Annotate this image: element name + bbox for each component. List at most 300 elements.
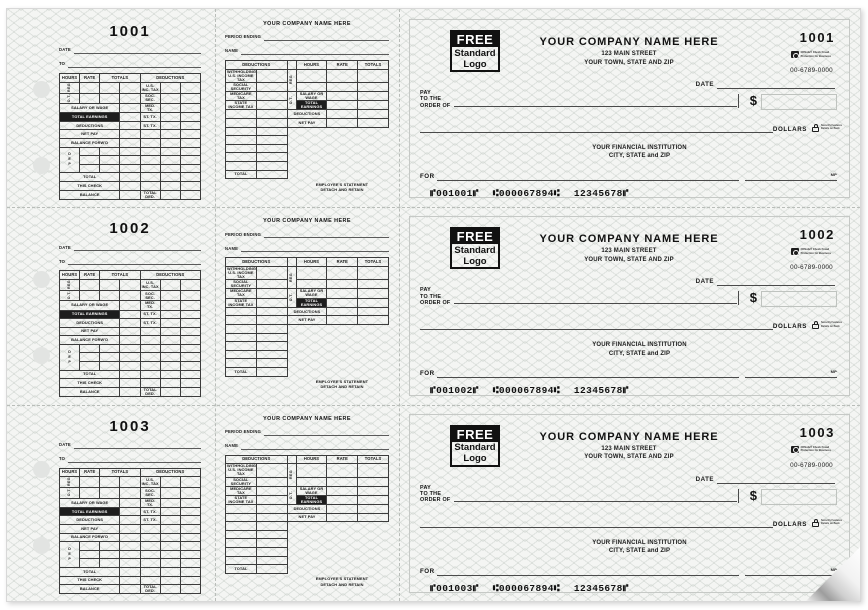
table-cell[interactable] xyxy=(256,530,287,539)
table-cell[interactable] xyxy=(160,291,180,301)
table-cell[interactable] xyxy=(358,289,389,298)
table-cell[interactable] xyxy=(180,387,200,396)
table-cell[interactable] xyxy=(140,156,160,165)
table-cell[interactable] xyxy=(160,567,180,576)
table-cell[interactable] xyxy=(358,464,389,477)
table-cell[interactable] xyxy=(160,164,180,173)
table-cell[interactable] xyxy=(120,279,140,290)
table-cell[interactable] xyxy=(100,344,120,353)
field-rule[interactable] xyxy=(264,231,389,238)
table-cell[interactable] xyxy=(358,486,389,495)
table-cell[interactable] xyxy=(327,266,358,279)
table-cell[interactable] xyxy=(226,505,257,514)
table-cell[interactable] xyxy=(327,477,358,486)
table-cell[interactable] xyxy=(226,513,257,522)
table-cell[interactable] xyxy=(160,103,180,112)
table-cell[interactable] xyxy=(256,522,287,531)
table-cell[interactable] xyxy=(256,513,287,522)
table-cell[interactable] xyxy=(100,291,120,301)
table-cell[interactable] xyxy=(256,486,287,495)
table-cell[interactable] xyxy=(180,379,200,388)
table-cell[interactable] xyxy=(160,113,180,122)
table-cell[interactable] xyxy=(180,279,200,290)
table-cell[interactable] xyxy=(327,513,358,522)
table-cell[interactable] xyxy=(256,477,287,486)
table-cell[interactable] xyxy=(80,93,100,103)
field-rule[interactable] xyxy=(74,47,201,54)
table-cell[interactable] xyxy=(160,336,180,345)
table-cell[interactable] xyxy=(256,162,287,171)
table-cell[interactable] xyxy=(327,101,358,110)
table-cell[interactable] xyxy=(256,505,287,514)
table-cell[interactable] xyxy=(160,550,180,559)
table-cell[interactable] xyxy=(120,138,140,147)
table-cell[interactable] xyxy=(100,164,120,173)
table-cell[interactable] xyxy=(120,93,140,103)
table-cell[interactable] xyxy=(160,387,180,396)
table-cell[interactable] xyxy=(120,113,140,122)
table-cell[interactable] xyxy=(358,477,389,486)
table-cell[interactable] xyxy=(100,550,120,559)
table-cell[interactable] xyxy=(120,327,140,336)
table-cell[interactable] xyxy=(226,110,257,119)
field-rule[interactable] xyxy=(68,258,201,265)
table-cell[interactable] xyxy=(120,336,140,345)
dollars-rule[interactable] xyxy=(420,329,773,330)
table-cell[interactable] xyxy=(140,550,160,559)
table-cell[interactable] xyxy=(120,567,140,576)
dollars-rule[interactable] xyxy=(420,132,773,133)
table-cell[interactable] xyxy=(120,164,140,173)
table-cell[interactable] xyxy=(358,298,389,307)
table-cell[interactable] xyxy=(256,324,287,333)
table-cell[interactable] xyxy=(120,291,140,301)
table-cell[interactable] xyxy=(256,495,287,504)
table-cell[interactable] xyxy=(226,350,257,359)
table-cell[interactable] xyxy=(180,164,200,173)
table-cell[interactable] xyxy=(180,585,200,594)
table-cell[interactable] xyxy=(160,585,180,594)
payee-rule[interactable] xyxy=(454,106,737,107)
table-cell[interactable] xyxy=(160,181,180,190)
table-cell[interactable] xyxy=(160,173,180,182)
table-cell[interactable] xyxy=(160,542,180,551)
table-cell[interactable] xyxy=(140,138,160,147)
table-cell[interactable] xyxy=(140,559,160,568)
table-cell[interactable] xyxy=(226,556,257,565)
table-cell[interactable] xyxy=(226,324,257,333)
amount-box[interactable] xyxy=(761,291,837,307)
table-cell[interactable] xyxy=(256,101,287,110)
table-cell[interactable] xyxy=(120,542,140,551)
table-cell[interactable] xyxy=(256,69,287,82)
table-cell[interactable] xyxy=(226,153,257,162)
field-rule[interactable] xyxy=(264,34,389,41)
table-cell[interactable] xyxy=(256,298,287,307)
table-cell[interactable] xyxy=(120,379,140,388)
table-cell[interactable] xyxy=(100,279,120,290)
table-cell[interactable] xyxy=(80,362,100,371)
table-cell[interactable] xyxy=(327,505,358,514)
table-cell[interactable] xyxy=(120,477,140,488)
field-rule[interactable] xyxy=(264,429,389,436)
table-cell[interactable] xyxy=(80,164,100,173)
table-cell[interactable] xyxy=(256,266,287,279)
table-cell[interactable] xyxy=(327,289,358,298)
table-cell[interactable] xyxy=(180,362,200,371)
date-rule[interactable] xyxy=(717,475,835,484)
table-cell[interactable] xyxy=(120,147,140,156)
table-cell[interactable] xyxy=(100,362,120,371)
table-cell[interactable] xyxy=(180,147,200,156)
table-cell[interactable] xyxy=(256,144,287,153)
table-cell[interactable] xyxy=(358,110,389,119)
table-cell[interactable] xyxy=(256,359,287,368)
shield-icon xyxy=(791,248,799,255)
memo-rule[interactable] xyxy=(437,377,739,378)
table-cell[interactable] xyxy=(140,336,160,345)
table-cell[interactable] xyxy=(296,477,327,486)
table-cell[interactable] xyxy=(160,130,180,139)
table-cell[interactable] xyxy=(256,92,287,101)
table-cell[interactable] xyxy=(160,344,180,353)
perforation-horizontal xyxy=(7,405,860,406)
table-cell[interactable] xyxy=(327,316,358,325)
table-cell[interactable] xyxy=(100,353,120,362)
table-cell[interactable] xyxy=(256,548,287,557)
table-cell[interactable] xyxy=(160,533,180,542)
table-cell[interactable] xyxy=(256,350,287,359)
field-rule[interactable] xyxy=(74,244,201,251)
table-cell[interactable] xyxy=(296,464,327,477)
table-cell[interactable] xyxy=(120,585,140,594)
table-cell[interactable] xyxy=(140,370,160,379)
for-label: FOR xyxy=(420,173,435,180)
table-cell[interactable] xyxy=(80,82,100,93)
table-cell[interactable] xyxy=(120,559,140,568)
table-cell[interactable] xyxy=(160,327,180,336)
table-cell[interactable] xyxy=(327,464,358,477)
table-cell[interactable] xyxy=(160,525,180,534)
table-cell[interactable] xyxy=(140,542,160,551)
table-cell[interactable] xyxy=(120,82,140,93)
table-cell[interactable] xyxy=(256,333,287,342)
table-cell[interactable] xyxy=(160,477,180,488)
table-cell[interactable] xyxy=(80,477,100,488)
table-cell[interactable] xyxy=(180,181,200,190)
date-rule[interactable] xyxy=(717,277,835,286)
table-cell[interactable] xyxy=(120,310,140,319)
table-cell[interactable] xyxy=(327,486,358,495)
table-cell[interactable] xyxy=(256,136,287,145)
table-cell[interactable] xyxy=(120,130,140,139)
table-cell[interactable] xyxy=(120,516,140,525)
table-cell[interactable] xyxy=(327,495,358,504)
table-cell[interactable] xyxy=(226,144,257,153)
field-rule[interactable] xyxy=(74,442,201,449)
table-cell[interactable] xyxy=(256,119,287,128)
table-cell[interactable] xyxy=(160,319,180,328)
table-cell[interactable] xyxy=(140,533,160,542)
table-cell[interactable] xyxy=(100,488,120,498)
table-cell[interactable] xyxy=(180,516,200,525)
table-cell[interactable] xyxy=(256,280,287,289)
table-cell[interactable] xyxy=(120,550,140,559)
perforation-horizontal xyxy=(7,207,860,208)
table-cell[interactable] xyxy=(226,307,257,316)
table-cell[interactable] xyxy=(120,370,140,379)
signature-rule[interactable] xyxy=(745,575,837,576)
table-cell[interactable] xyxy=(160,93,180,103)
table-cell[interactable] xyxy=(180,190,200,199)
table-cell[interactable] xyxy=(160,559,180,568)
table-cell[interactable] xyxy=(160,488,180,498)
table-cell[interactable] xyxy=(160,310,180,319)
table-cell[interactable] xyxy=(160,379,180,388)
table-cell[interactable] xyxy=(358,101,389,110)
table-cell[interactable] xyxy=(296,266,327,279)
table-cell[interactable] xyxy=(120,488,140,498)
payee-rule[interactable] xyxy=(454,501,737,502)
table-cell[interactable] xyxy=(80,542,100,551)
table-cell[interactable] xyxy=(226,359,257,368)
table-cell[interactable] xyxy=(180,93,200,103)
table-cell[interactable] xyxy=(120,576,140,585)
table-cell[interactable] xyxy=(180,550,200,559)
dollars-rule[interactable] xyxy=(420,527,773,528)
table-cell[interactable] xyxy=(327,119,358,128)
table-cell[interactable] xyxy=(256,82,287,91)
table-cell[interactable] xyxy=(180,319,200,328)
table-header: RATE xyxy=(80,468,100,477)
table-cell[interactable] xyxy=(256,110,287,119)
table-cell[interactable] xyxy=(327,92,358,101)
table-cell[interactable] xyxy=(120,525,140,534)
table-cell[interactable] xyxy=(358,316,389,325)
table-cell[interactable] xyxy=(100,147,120,156)
table-cell[interactable] xyxy=(180,525,200,534)
table-cell[interactable] xyxy=(120,387,140,396)
table-cell[interactable] xyxy=(160,301,180,310)
table-cell[interactable] xyxy=(256,556,287,565)
table-cell[interactable] xyxy=(100,477,120,488)
table-cell[interactable] xyxy=(160,498,180,507)
table-cell[interactable] xyxy=(180,567,200,576)
table-cell[interactable] xyxy=(256,464,287,477)
table-cell[interactable] xyxy=(226,539,257,548)
table-cell[interactable] xyxy=(256,342,287,351)
table-cell[interactable] xyxy=(226,333,257,342)
table-cell[interactable] xyxy=(358,69,389,82)
table-cell[interactable] xyxy=(358,266,389,279)
table-cell[interactable] xyxy=(120,301,140,310)
table-cell[interactable] xyxy=(226,127,257,136)
table-cell[interactable] xyxy=(180,156,200,165)
table-cell[interactable] xyxy=(140,173,160,182)
table-cell[interactable] xyxy=(296,69,327,82)
field-rule[interactable] xyxy=(68,456,201,463)
table-cell[interactable] xyxy=(327,69,358,82)
table-cell[interactable] xyxy=(80,550,100,559)
table-cell[interactable] xyxy=(80,488,100,498)
table-cell[interactable] xyxy=(180,291,200,301)
table-cell[interactable] xyxy=(80,147,100,156)
table-cell[interactable] xyxy=(256,316,287,325)
memo-rule[interactable] xyxy=(437,180,739,181)
table-cell[interactable] xyxy=(180,103,200,112)
table-cell[interactable] xyxy=(140,353,160,362)
table-cell[interactable] xyxy=(180,498,200,507)
table-cell[interactable] xyxy=(226,162,257,171)
table-cell[interactable] xyxy=(256,367,287,376)
table-cell[interactable] xyxy=(180,82,200,93)
table-cell[interactable] xyxy=(180,138,200,147)
table-cell[interactable] xyxy=(160,147,180,156)
memo-rule[interactable] xyxy=(437,575,739,576)
table-cell[interactable] xyxy=(180,533,200,542)
table-cell[interactable] xyxy=(120,173,140,182)
table-cell[interactable] xyxy=(80,156,100,165)
table-cell[interactable] xyxy=(180,310,200,319)
table-cell[interactable] xyxy=(120,362,140,371)
table-cell[interactable] xyxy=(100,93,120,103)
table-cell[interactable] xyxy=(140,181,160,190)
table-cell[interactable] xyxy=(180,542,200,551)
table-cell[interactable] xyxy=(358,92,389,101)
table-cell[interactable] xyxy=(120,319,140,328)
table-cell[interactable] xyxy=(256,307,287,316)
table-cell[interactable] xyxy=(358,82,389,91)
table-cell[interactable] xyxy=(100,82,120,93)
table-cell[interactable] xyxy=(140,147,160,156)
table-cell[interactable] xyxy=(80,353,100,362)
table-cell[interactable] xyxy=(80,344,100,353)
table-cell[interactable] xyxy=(226,522,257,531)
table-cell[interactable] xyxy=(120,507,140,516)
table-cell[interactable] xyxy=(120,121,140,130)
table-cell[interactable] xyxy=(100,559,120,568)
table-cell[interactable] xyxy=(140,362,160,371)
table-cell[interactable] xyxy=(180,507,200,516)
table-cell[interactable] xyxy=(180,121,200,130)
field-rule[interactable] xyxy=(241,245,389,252)
table-cell[interactable] xyxy=(358,513,389,522)
table-cell[interactable] xyxy=(160,353,180,362)
table-cell[interactable] xyxy=(120,156,140,165)
field-rule[interactable] xyxy=(241,443,389,450)
table-cell[interactable] xyxy=(327,280,358,289)
amount-box[interactable] xyxy=(761,489,837,505)
table-cell[interactable] xyxy=(256,289,287,298)
table-cell[interactable] xyxy=(160,516,180,525)
table-cell[interactable] xyxy=(80,279,100,290)
table-cell[interactable] xyxy=(358,505,389,514)
table-cell[interactable] xyxy=(180,488,200,498)
table-cell[interactable] xyxy=(358,495,389,504)
table-cell[interactable] xyxy=(180,327,200,336)
table-cell[interactable] xyxy=(160,279,180,290)
address-line-2: YOUR TOWN, STATE AND ZIP xyxy=(584,454,674,461)
table-cell[interactable] xyxy=(180,173,200,182)
table-cell[interactable] xyxy=(180,477,200,488)
table-cell[interactable] xyxy=(226,136,257,145)
table-cell[interactable] xyxy=(120,533,140,542)
table-cell[interactable] xyxy=(226,530,257,539)
signature-rule[interactable] xyxy=(745,377,837,378)
table-cell[interactable] xyxy=(120,181,140,190)
table-cell[interactable] xyxy=(180,344,200,353)
table-cell[interactable] xyxy=(327,110,358,119)
table-cell[interactable] xyxy=(140,164,160,173)
table-cell[interactable] xyxy=(80,559,100,568)
table-cell[interactable] xyxy=(180,576,200,585)
amount-box[interactable] xyxy=(761,94,837,110)
table-cell[interactable] xyxy=(160,82,180,93)
date-rule[interactable] xyxy=(717,80,835,89)
table-cell[interactable] xyxy=(226,342,257,351)
middle-stub-title: YOUR COMPANY NAME HERE xyxy=(263,218,351,225)
table-cell[interactable] xyxy=(256,565,287,574)
table-cell[interactable] xyxy=(100,542,120,551)
table-cell[interactable] xyxy=(226,119,257,128)
table-cell[interactable] xyxy=(180,353,200,362)
table-cell[interactable] xyxy=(160,190,180,199)
field-rule[interactable] xyxy=(241,48,389,55)
table-cell[interactable] xyxy=(160,121,180,130)
table-cell[interactable] xyxy=(120,353,140,362)
table-cell[interactable] xyxy=(160,576,180,585)
table-cell[interactable] xyxy=(120,498,140,507)
table-cell[interactable] xyxy=(180,130,200,139)
table-cell[interactable] xyxy=(160,370,180,379)
table-cell[interactable] xyxy=(327,82,358,91)
deduction-label: ST. TX. xyxy=(140,310,160,319)
table-cell[interactable] xyxy=(226,316,257,325)
payee-rule[interactable] xyxy=(454,303,737,304)
table-cell[interactable] xyxy=(256,170,287,179)
table-cell[interactable] xyxy=(327,298,358,307)
table-cell[interactable] xyxy=(180,301,200,310)
table-cell[interactable] xyxy=(140,567,160,576)
table-cell[interactable] xyxy=(160,138,180,147)
table-cell[interactable] xyxy=(358,119,389,128)
table-cell[interactable] xyxy=(180,559,200,568)
stub-cell-left xyxy=(7,206,215,403)
table-cell[interactable] xyxy=(180,113,200,122)
table-cell[interactable] xyxy=(120,190,140,199)
table-cell[interactable] xyxy=(160,507,180,516)
table-cell[interactable] xyxy=(327,307,358,316)
table-cell[interactable] xyxy=(180,336,200,345)
table-cell[interactable] xyxy=(256,127,287,136)
table-cell[interactable] xyxy=(256,153,287,162)
table-cell[interactable] xyxy=(100,156,120,165)
logo-standard-word: Standard xyxy=(454,442,496,454)
table-cell[interactable] xyxy=(256,539,287,548)
table-cell[interactable] xyxy=(120,103,140,112)
field-rule[interactable] xyxy=(68,61,201,68)
table-cell[interactable] xyxy=(160,156,180,165)
table-cell[interactable] xyxy=(226,548,257,557)
table-cell[interactable] xyxy=(80,291,100,301)
table-cell[interactable] xyxy=(120,344,140,353)
table-cell[interactable] xyxy=(358,280,389,289)
table-cell[interactable] xyxy=(160,362,180,371)
table-cell[interactable] xyxy=(140,344,160,353)
table-cell[interactable] xyxy=(180,370,200,379)
table-cell[interactable] xyxy=(358,307,389,316)
signature-rule[interactable] xyxy=(745,180,837,181)
